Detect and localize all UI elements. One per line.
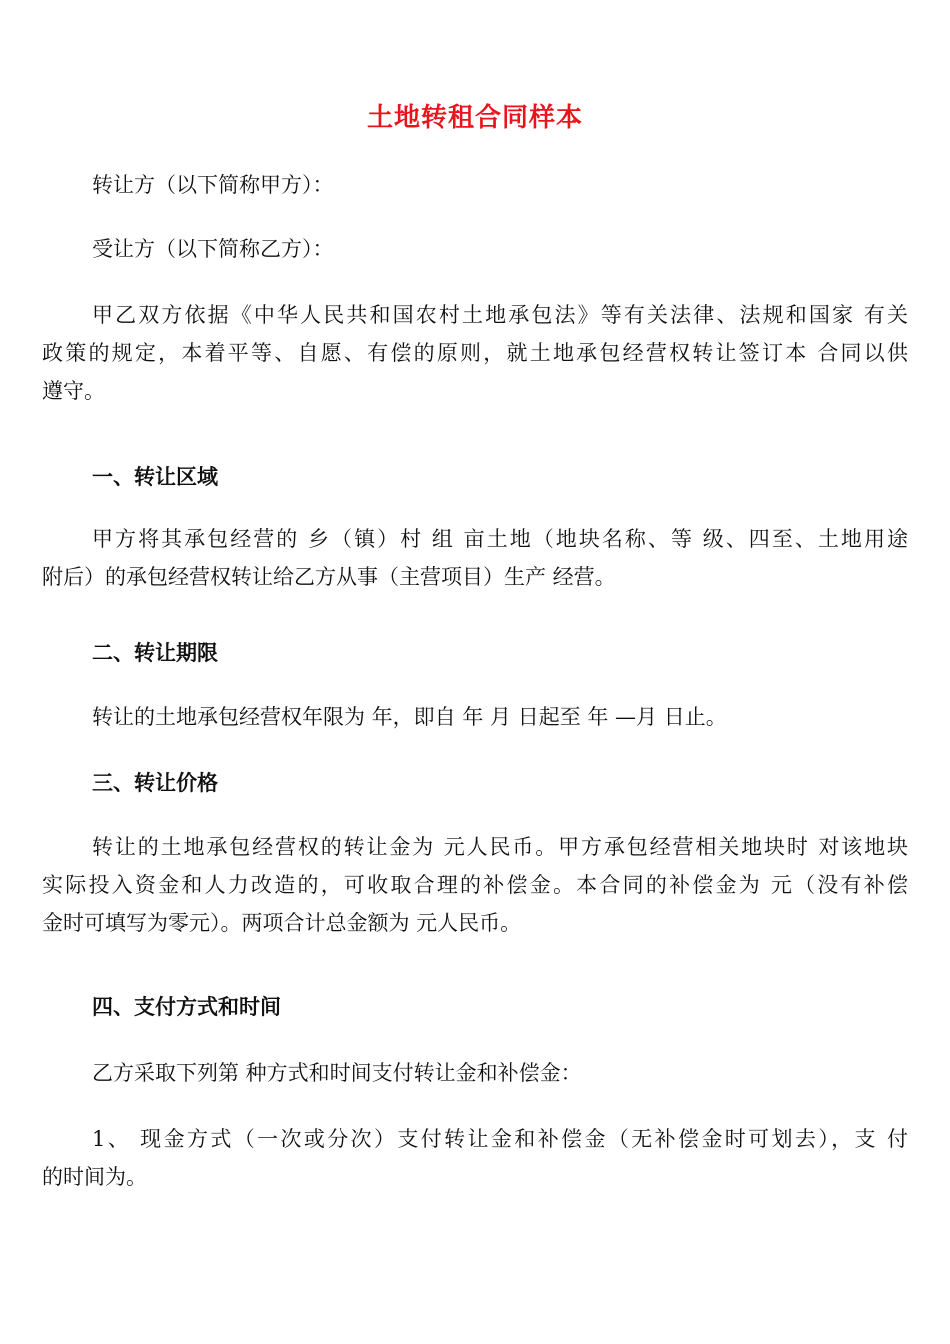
section-heading-price: 三、转让价格 <box>92 770 218 795</box>
section-line: 金时可填写为零元）。两项合计总金额为 元人民币。 <box>42 911 522 935</box>
section-price-body <box>42 828 908 942</box>
section-line: 转让的土地承包经营权的转让金为 元人民币。甲方承包经营相关地块时 对该地块 <box>92 835 908 859</box>
section-payment-body <box>42 1054 908 1092</box>
section-line: 乙方采取下列第 种方式和时间支付转让金和补偿金： <box>92 1061 582 1085</box>
intro-line: 甲乙双方依据《中华人民共和国农村土地承包法》等有关法律、法规和国家 有关 <box>92 303 908 327</box>
intro-line: 政策的规定，本着平等、自愿、有偿的原则，就土地承包经营权转让签订本 合同以供 <box>42 341 908 365</box>
section-region-body <box>42 520 908 596</box>
party-b-line: 受让方（以下简称乙方）： <box>92 237 334 261</box>
item-line: 1、 现金方式（一次或分次）支付转让金和补偿金（无补偿金时可划去），支 付 <box>92 1127 908 1151</box>
section-heading-payment: 四、支付方式和时间 <box>92 994 281 1019</box>
intro-line: 遵守。 <box>42 379 105 403</box>
section-heading-region: 一、转让区域 <box>92 464 218 489</box>
section-line: 实际投入资金和人力改造的，可收取合理的补偿金。本合同的补偿金为 元（没有补偿 <box>42 873 908 897</box>
intro-paragraph <box>42 296 908 410</box>
section-heading-term: 二、转让期限 <box>92 640 218 665</box>
party-a-line: 转让方（以下简称甲方）： <box>92 173 334 197</box>
section-line: 甲方将其承包经营的 乡（镇）村 组 亩土地（地块名称、等 级、四至、土地用途 <box>92 527 908 551</box>
section-term-body <box>42 698 908 736</box>
section-line: 附后）的承包经营权转让给乙方从事（主营项目）生产 经营。 <box>42 565 616 589</box>
document-title: 土地转租合同样本 <box>366 103 583 133</box>
payment-item-1 <box>42 1120 908 1196</box>
item-line: 的时间为。 <box>42 1165 147 1189</box>
document-page <box>42 0 908 1344</box>
section-line: 转让的土地承包经营权年限为 年，即自 年 月 日起至 年 —月 日止。 <box>92 705 727 729</box>
